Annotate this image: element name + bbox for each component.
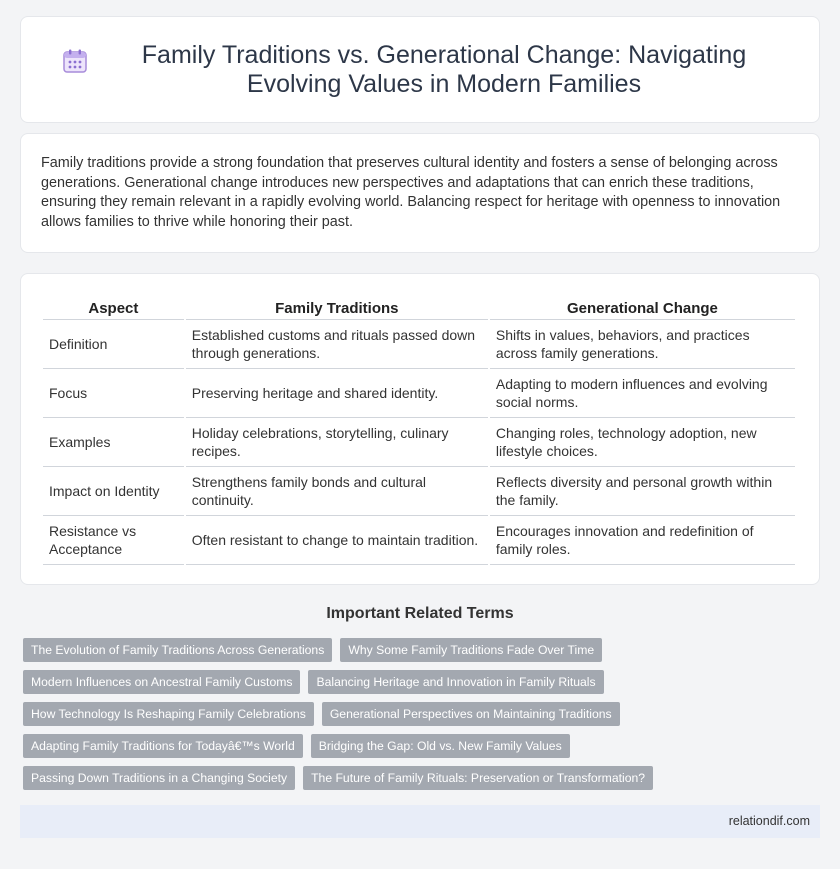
related-term-link[interactable]: The Future of Family Rituals: Preservation or Transformation? xyxy=(303,766,653,790)
row-family-traditions: Preserving heritage and shared identity. xyxy=(186,369,488,418)
comparison-table-card xyxy=(20,273,820,585)
related-term-link[interactable]: Balancing Heritage and Innovation in Family Rituals xyxy=(308,670,603,694)
intro-paragraph: Family traditions provide a strong foundation that preserves cultural identity and fosters a sense of belonging across generations. Generational change introduces new perspectives and adaptations that can enrich these traditions, ensuring they remain relevant in a rapidly evolving world. Balancing respect for heritage with openness to innovation allows families to thrive while honoring their past. xyxy=(41,155,781,230)
page-title: Family Traditions vs. Generational Change: Navigating Evolving Values in Modern Families xyxy=(141,40,747,98)
row-generational-change: Encourages innovation and redefinition of family roles. xyxy=(490,516,795,565)
table-row xyxy=(43,516,795,565)
intro-card xyxy=(20,133,820,253)
table-row xyxy=(43,320,795,369)
row-aspect: Impact on Identity xyxy=(43,467,184,516)
row-family-traditions: Established customs and rituals passed down through generations. xyxy=(186,320,488,369)
header-card xyxy=(20,16,820,123)
row-generational-change: Adapting to modern influences and evolving social norms. xyxy=(490,369,795,418)
footer xyxy=(20,805,820,838)
row-generational-change: Changing roles, technology adoption, new lifestyle choices. xyxy=(490,418,795,467)
related-term-link[interactable]: Generational Perspectives on Maintaining Traditions xyxy=(322,702,620,726)
row-aspect: Resistance vs Acceptance xyxy=(43,516,184,565)
related-term-link[interactable]: Passing Down Traditions in a Changing Society xyxy=(23,766,295,790)
footer-site-name[interactable]: relationdif.com xyxy=(728,814,810,828)
row-aspect: Focus xyxy=(43,369,184,418)
table-row xyxy=(43,467,795,516)
table-row xyxy=(43,418,795,467)
row-aspect: Definition xyxy=(43,320,184,369)
header-generational-change: Generational Change xyxy=(490,296,795,320)
table-header-row xyxy=(43,296,795,320)
header-family-traditions: Family Traditions xyxy=(186,296,488,320)
row-aspect: Examples xyxy=(43,418,184,467)
related-term-link[interactable]: How Technology Is Reshaping Family Celebrations xyxy=(23,702,314,726)
related-terms-list xyxy=(23,638,823,798)
table-row xyxy=(43,369,795,418)
row-family-traditions: Often resistant to change to maintain tradition. xyxy=(186,516,488,565)
related-terms-title: Important Related Terms xyxy=(326,605,514,622)
header xyxy=(61,41,779,99)
row-family-traditions: Strengthens family bonds and cultural continuity. xyxy=(186,467,488,516)
related-term-link[interactable]: Why Some Family Traditions Fade Over Time xyxy=(340,638,602,662)
calendar-icon xyxy=(61,47,89,75)
related-term-link[interactable]: Bridging the Gap: Old vs. New Family Values xyxy=(311,734,570,758)
related-term-link[interactable]: Adapting Family Traditions for Todayâ€™s World xyxy=(23,734,303,758)
row-generational-change: Shifts in values, behaviors, and practices across family generations. xyxy=(490,320,795,369)
related-term-link[interactable]: Modern Influences on Ancestral Family Customs xyxy=(23,670,300,694)
header-aspect: Aspect xyxy=(43,296,184,320)
comparison-table xyxy=(41,296,797,565)
row-generational-change: Reflects diversity and personal growth within the family. xyxy=(490,467,795,516)
row-family-traditions: Holiday celebrations, storytelling, culinary recipes. xyxy=(186,418,488,467)
related-term-link[interactable]: The Evolution of Family Traditions Across Generations xyxy=(23,638,332,662)
